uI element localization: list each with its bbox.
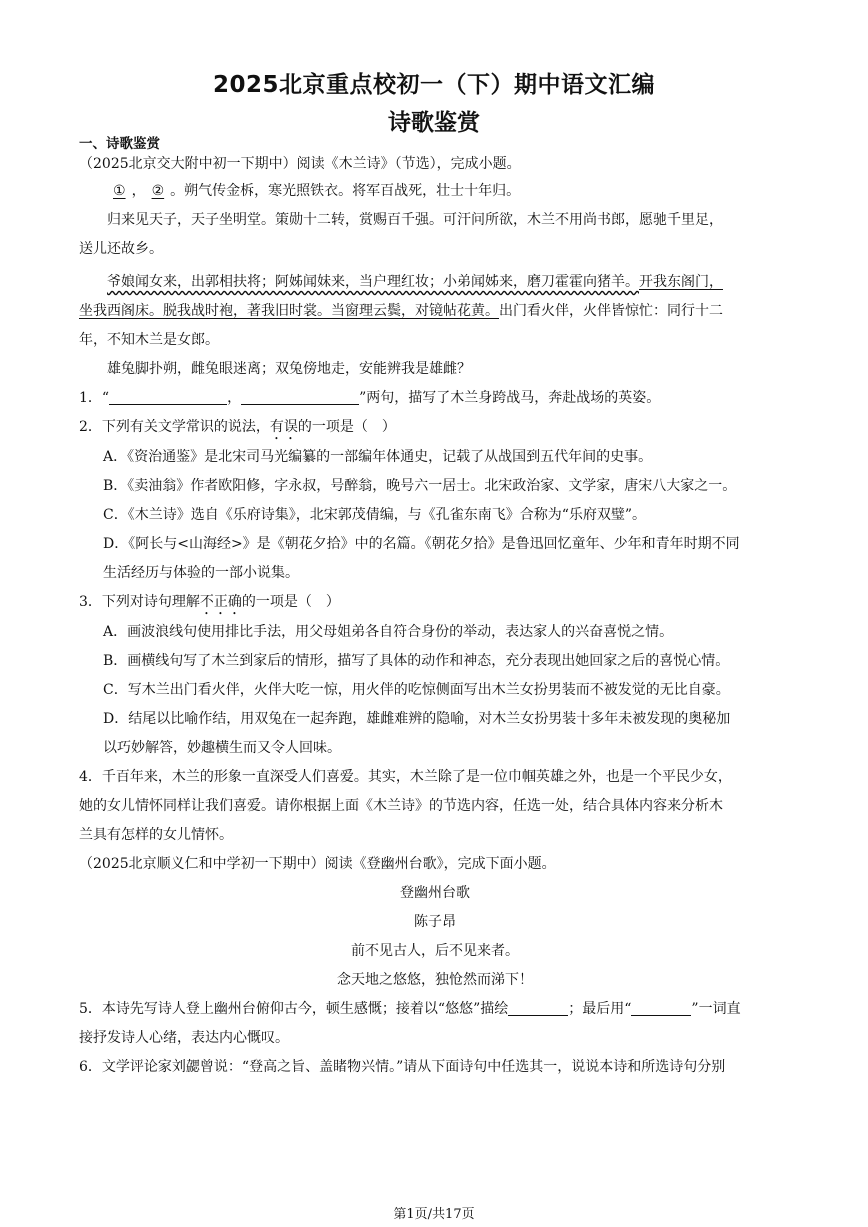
question-2-option-d: D．《阿长与<山海经>》是《朝花夕拾》中的名篇。《朝花夕拾》是鲁迅回忆童年、少年和青年时期不同 [103,536,740,552]
question-4-line-2: 她的女儿情怀同样让我们喜爱。请你根据上面《木兰诗》的节选内容，任选一处，结合具体内容来分析木 [79,798,723,814]
poem-line-1: ① ， ② 。朔气传金柝，寒光照铁衣。将军百战死，壮士十年归。 [79,177,791,206]
answer-blank[interactable] [631,999,691,1016]
question-2-option-d-cont: 生活经历与体验的一部小说集。 [103,565,299,581]
question-1: 1．“ ， ”两句，描写了木兰身跨战马，奔赴战场的英姿。 [79,390,661,406]
poem-line-1: 前不见古人，后不见来者。 [351,943,519,959]
question-2-stem: 2．下列有关文学常识的说法，有误的一项是（ ） [79,419,396,435]
question-4-line-1: 4．千百年来，木兰的形象一直深受人们喜爱。其实，木兰除了是一位巾帼英雄之外，也是一个平民少女， [79,769,732,785]
page-subtitle: 诗歌鉴赏 [388,110,480,136]
passage2-intro: （2025北京顺义仁和中学初一下期中）阅读《登幽州台歌》，完成下面小题。 [79,856,556,872]
poem-paragraph-3-line-2: 坐我西阁床。脱我战时袍，著我旧时裳。当窗理云鬓，对镜帖花黄。出门看火伴，火伴皆惊忙：同行十二 [79,303,723,319]
poem-author: 陈子昂 [414,914,456,930]
question-3-option-a: A．画波浪线句使用排比手法，用父母姐弟各自符合身份的举动，表达家人的兴奋喜悦之情。 [103,624,674,640]
page-title: 2025北京重点校初一（下）期中语文汇编 [212,72,655,98]
poem-paragraph-3-line-1 [79,268,791,297]
poem-paragraph-4: 雄兔脚扑朔，雌兔眼迷离；双兔傍地走，安能辨我是雄雌？ [107,361,471,377]
poem-paragraph-3-line-3: 年，不知木兰是女郎。 [79,332,219,348]
poem-line-2: 念天地之悠悠，独怆然而涕下！ [337,972,533,988]
section-heading: 一、诗歌鉴赏 [79,136,160,152]
wavy-underlined-sentence: 爷娘闻女来，出郭相扶将；阿姊闻妹来，当户理红妆；小弟闻姊来，磨刀霍霍向猪羊。 [107,274,639,290]
answer-blank[interactable] [109,388,227,405]
question-4-line-3: 兰具有怎样的女儿情怀。 [79,827,233,843]
question-5-line-2: 接抒发诗人心绪，表达内心慨叹。 [79,1030,289,1046]
emphasis-text: 有误 [269,419,298,435]
question-3-option-b: B．画横线句写了木兰到家后的情形，描写了具体的动作和神态，充分表现出她回家之后的喜悦心情。 [103,653,730,669]
poem-paragraph-2-line-1: 归来见天子，天子坐明堂。策勋十二转，赏赐百千强。可汗问所欲，木兰不用尚书郎，愿驰千里足， [107,212,723,228]
answer-blank[interactable] [241,388,359,405]
answer-blank[interactable] [508,999,568,1016]
emphasis-text: 不正确 [199,594,242,610]
underlined-sentence: 坐我西阁床。脱我战时袍，著我旧时裳。当窗理云鬓，对镜帖花黄。 [79,303,499,319]
question-2-option-a: A．《资治通鉴》是北宋司马光编纂的一部编年体通史，记载了从战国到五代年间的史事。 [103,449,653,465]
page-number: 第1页/共17页 [393,1207,475,1222]
question-6-line-1: 6．文学评论家刘勰曾说：“登高之旨、盖睹物兴情。”请从下面诗句中任选其一，说说本诗和所选诗句分别 [79,1059,726,1075]
question-3-option-c: C．写木兰出门看火伴，火伴大吃一惊，用火伴的吃惊侧面写出木兰女扮男装而不被发觉的无比自豪。 [103,682,730,698]
document-body [79,134,791,1082]
question-2-option-c: C．《木兰诗》选自《乐府诗集》，北宋郭茂倩编，与《孔雀东南飞》合称为“乐府双璧”。 [103,507,647,523]
poem-title: 登幽州台歌 [400,885,470,901]
question-3-option-d-cont: 以巧妙解答，妙趣横生而又令人回味。 [103,740,341,756]
question-3-stem: 3．下列对诗句理解不正确的一项是（ ） [79,594,340,610]
poem-paragraph-2-line-2: 送儿还故乡。 [79,241,163,257]
question-5-line-1: 5．本诗先写诗人登上幽州台俯仰古今，顿生感慨；接着以“悠悠”描绘 ；最后用“ ”一词直 [79,1001,741,1017]
passage1-intro: （2025北京交大附中初一下期中）阅读《木兰诗》（节选），完成小题。 [79,156,521,172]
blank-2: ② [151,183,165,199]
question-3-option-d: D．结尾以比喻作结，用双兔在一起奔跑，雄雌难辨的隐喻，对木兰女扮男装十多年未被发现的奥秘加 [103,711,731,727]
underlined-sentence-start: 开我东阁门， [639,274,723,290]
question-2-option-b: B．《卖油翁》作者欧阳修，字永叔，号醉翁，晚号六一居士。北宋政治家、文学家，唐宋八大家之一。 [103,478,737,494]
blank-1: ① [113,183,126,199]
